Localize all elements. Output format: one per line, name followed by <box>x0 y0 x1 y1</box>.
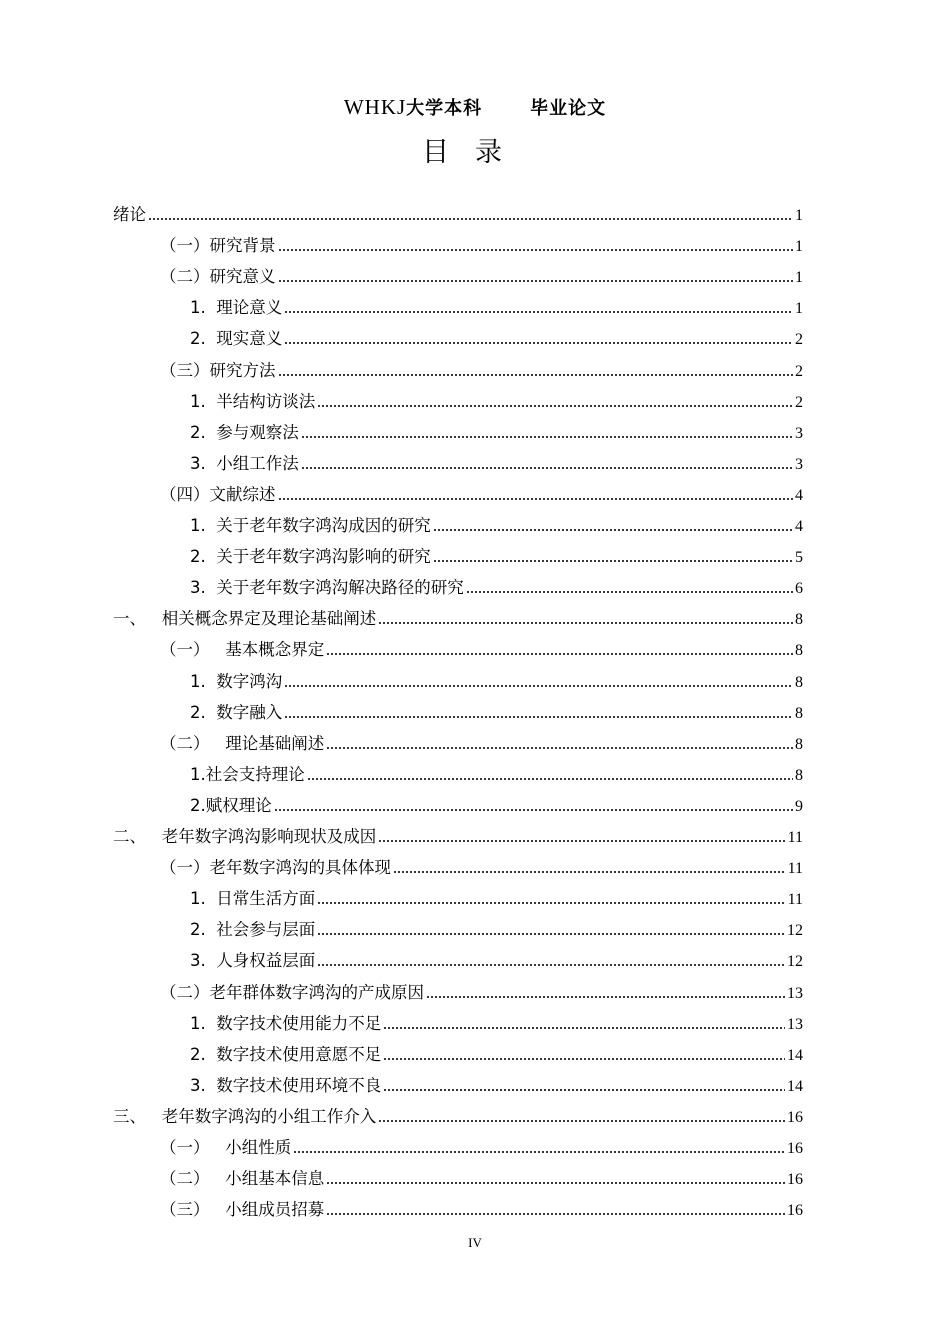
toc-entry-title: 3. 数字技术使用环境不良 <box>190 1075 382 1095</box>
toc-dot-leader <box>301 436 793 438</box>
toc-entry-page: 1 <box>795 207 803 224</box>
toc-dot-leader <box>383 1089 785 1091</box>
toc-dot-leader <box>274 809 793 811</box>
toc-entry-page: 13 <box>787 1015 803 1033</box>
toc-entry-page: 9 <box>795 797 803 815</box>
toc-entry-page: 8 <box>795 611 803 629</box>
toc-dot-leader <box>278 249 794 251</box>
toc-entry-title: 2. 社会参与层面 <box>190 920 316 940</box>
toc-entry-page: 12 <box>787 953 803 971</box>
toc-entry-title: （一） 基本概念界定 <box>160 640 325 660</box>
toc-entry-page: 11 <box>787 829 803 846</box>
toc-dot-leader <box>326 1182 785 1184</box>
toc-entry-title: 1. 数字鸿沟 <box>190 671 283 691</box>
toc-dot-leader <box>293 1151 785 1153</box>
toc-entry[interactable] <box>160 1165 803 1189</box>
toc-entry[interactable] <box>160 481 803 505</box>
toc-entry-title: 3. 人身权益层面 <box>190 951 316 971</box>
header-university: 大学本科 <box>406 98 483 119</box>
toc-entry-title: （三）研究方法 <box>160 360 276 380</box>
toc-entry-page: 11 <box>787 860 803 878</box>
toc-entry-title: 1. 数字技术使用能力不足 <box>190 1013 382 1033</box>
toc-entry-title: 2. 参与观察法 <box>190 422 299 442</box>
toc-entry-page: 4 <box>795 486 803 504</box>
toc-entry-title: （二）研究意义 <box>160 267 276 287</box>
toc-dot-leader <box>148 218 793 220</box>
toc-entry-title: 2. 数字融入 <box>190 702 283 722</box>
toc-entry[interactable] <box>160 854 803 878</box>
toc-entry-page: 6 <box>795 580 803 598</box>
toc-dot-leader <box>278 498 794 500</box>
toc-entry-title: 2. 数字技术使用意愿不足 <box>190 1044 382 1064</box>
toc-entry[interactable] <box>190 419 803 443</box>
toc-entry[interactable] <box>113 605 803 629</box>
toc-entry[interactable] <box>190 543 803 567</box>
toc-entry-page: 14 <box>787 1077 803 1095</box>
toc-entry[interactable] <box>190 294 803 318</box>
toc-entry-title: （一）老年数字鸿沟的具体体现 <box>160 858 391 878</box>
toc-entry-page: 3 <box>795 424 803 442</box>
toc-entry[interactable] <box>160 979 803 1003</box>
toc-entry-title: （一）研究背景 <box>160 236 276 256</box>
page-title: 目录 <box>422 137 528 168</box>
toc-entry-page: 13 <box>787 984 803 1002</box>
toc-dot-leader <box>301 467 793 469</box>
header-code: WHKJ <box>343 95 407 119</box>
toc-entry[interactable] <box>190 699 803 723</box>
toc-entry-page: 16 <box>787 1202 803 1220</box>
toc-entry-title: 一、 相关概念界定及理论基础阐述 <box>113 609 377 629</box>
toc-dot-leader <box>307 778 793 780</box>
toc-entry-title: 2. 现实意义 <box>190 329 283 349</box>
toc-entry[interactable] <box>190 947 803 971</box>
toc-dot-leader <box>378 622 793 624</box>
toc-entry-page: 8 <box>795 642 803 660</box>
toc-dot-leader <box>278 374 794 376</box>
toc-entry[interactable] <box>160 1134 803 1158</box>
toc-entry[interactable] <box>113 1103 803 1127</box>
toc-dot-leader <box>284 311 793 313</box>
toc-entry[interactable] <box>190 1041 803 1065</box>
toc-entry-title: （二）老年群体数字鸿沟的产成原因 <box>160 982 424 1002</box>
toc-entry[interactable] <box>190 450 803 474</box>
toc-entry[interactable] <box>160 730 803 754</box>
toc-entry-title: 三、 老年数字鸿沟的小组工作介入 <box>113 1106 377 1126</box>
toc-dot-leader <box>383 1027 785 1029</box>
toc-dot-leader <box>393 871 786 873</box>
toc-entry[interactable] <box>190 792 803 816</box>
toc-entry-page: 8 <box>795 673 803 691</box>
toc-entry-page: 1 <box>795 238 803 256</box>
toc-entry-page: 1 <box>795 269 803 287</box>
running-header <box>0 94 950 120</box>
toc-dot-leader <box>383 1058 785 1060</box>
toc-entry-title: 2.赋权理论 <box>190 795 272 815</box>
toc-entry-title: 1. 理论意义 <box>190 298 283 318</box>
toc-entry[interactable] <box>190 916 803 940</box>
toc-dot-leader <box>317 405 793 407</box>
toc-dot-leader <box>317 964 785 966</box>
toc-dot-leader <box>317 933 785 935</box>
page-number: IV <box>468 1235 482 1250</box>
toc-dot-leader <box>278 280 794 282</box>
toc-dot-leader <box>284 342 793 344</box>
toc-entry-title: 1. 关于老年数字鸿沟成因的研究 <box>190 516 431 535</box>
toc-entry-title: （三） 小组成员招募 <box>160 1200 325 1220</box>
toc-entry-page: 16 <box>787 1140 803 1157</box>
toc-entry[interactable] <box>190 885 803 909</box>
toc-entry-title: 2. 关于老年数字鸿沟影响的研究 <box>190 547 431 567</box>
toc-entry[interactable] <box>190 512 803 536</box>
toc-entry-title: （四）文献综述 <box>160 484 276 504</box>
header-thesis-label: 毕业论文 <box>530 98 607 119</box>
toc-entry[interactable] <box>190 1010 803 1034</box>
toc-entry-page: 8 <box>795 766 803 784</box>
toc-entry[interactable] <box>160 1196 803 1220</box>
toc-entry-title: （二） 小组基本信息 <box>160 1169 325 1189</box>
toc-entry-title: 1. 半结构访谈法 <box>190 391 316 411</box>
toc-entry[interactable] <box>160 636 803 660</box>
toc-dot-leader <box>326 653 793 655</box>
toc-entry-page: 3 <box>795 455 803 473</box>
toc-entry[interactable] <box>190 574 803 598</box>
toc-entry-page: 2 <box>795 331 803 349</box>
toc-entry-page: 1 <box>795 300 803 318</box>
toc-entry[interactable] <box>113 823 803 847</box>
toc-entry-title: 3. 小组工作法 <box>190 453 299 473</box>
toc-entry-page: 14 <box>787 1046 803 1064</box>
toc-entry-title: 1.社会支持理论 <box>190 764 305 784</box>
toc-entry-title: 绪论 <box>113 205 146 224</box>
toc-entry-page: 2 <box>795 393 803 411</box>
toc-entry[interactable] <box>160 232 803 256</box>
toc-entry[interactable] <box>190 388 803 412</box>
toc-dot-leader <box>284 685 793 687</box>
toc-entry-page: 16 <box>787 1171 803 1189</box>
toc-dot-leader <box>433 529 793 531</box>
toc-entry-page: 5 <box>795 549 803 567</box>
toc-entry[interactable] <box>190 325 803 349</box>
toc-entry[interactable] <box>190 1072 803 1096</box>
toc-entry[interactable] <box>160 357 803 381</box>
toc-entry-page: 4 <box>795 518 803 535</box>
toc-entry-page: 8 <box>795 735 803 753</box>
toc-dot-leader <box>466 591 793 593</box>
toc-dot-leader <box>317 902 785 904</box>
toc-entry-title: （一） 小组性质 <box>160 1138 292 1157</box>
toc-entry-page: 2 <box>795 362 803 380</box>
toc-entry-title: 3. 关于老年数字鸿沟解决路径的研究 <box>190 578 464 598</box>
toc-dot-leader <box>433 560 793 562</box>
toc-dot-leader <box>326 1213 785 1215</box>
toc-entry[interactable] <box>160 263 803 287</box>
toc-entry-page: 11 <box>787 891 803 909</box>
toc-dot-leader <box>378 1120 785 1122</box>
toc-entry-title: 1. 日常生活方面 <box>190 889 316 909</box>
toc-dot-leader <box>378 840 785 842</box>
toc-entry-title: （二） 理论基础阐述 <box>160 733 325 753</box>
toc-entry-title: 二、 老年数字鸿沟影响现状及成因 <box>113 827 377 846</box>
toc-dot-leader <box>326 747 793 749</box>
toc-dot-leader <box>426 996 785 998</box>
toc-entry[interactable] <box>190 668 803 692</box>
toc-entry-page: 12 <box>787 922 803 940</box>
toc-entry-page: 8 <box>795 704 803 722</box>
toc-entry[interactable] <box>113 201 803 225</box>
toc-entry-page: 16 <box>787 1108 803 1126</box>
toc-entry[interactable] <box>190 761 803 785</box>
toc-dot-leader <box>284 716 793 718</box>
